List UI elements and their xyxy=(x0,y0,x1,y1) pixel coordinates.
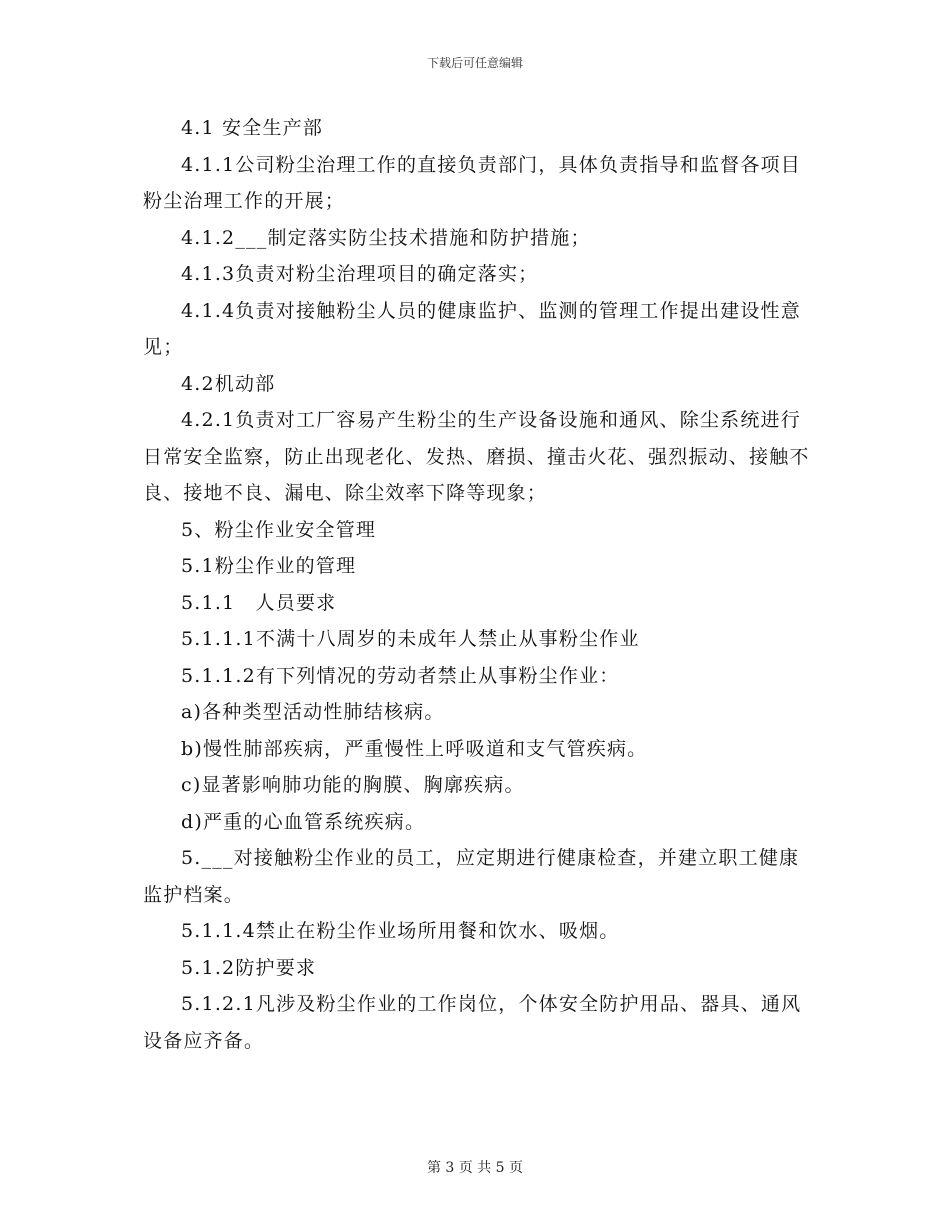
paragraph: 4.1.4负责对接触粉尘人员的健康监护、监测的管理工作提出建设性意见； xyxy=(143,299,801,358)
page-header: 下载后可任意编辑 xyxy=(426,56,523,70)
paragraph: 5.___对接触粉尘作业的员工，应定期进行健康检查，并建立职工健康监护档案。 xyxy=(143,847,800,906)
section-heading: 5.1.1 人员要求 xyxy=(181,591,337,614)
section-heading: 5.1.2防护要求 xyxy=(181,956,317,979)
paragraph: 5.1.1.4禁止在粉尘作业场所用餐和饮水、吸烟。 xyxy=(181,920,620,942)
paragraph: 5.1.2.1凡涉及粉尘作业的工作岗位，个体安全防护用品、器具、通风设备应齐备。 xyxy=(143,993,802,1052)
list-item: d)严重的心血管系统疾病。 xyxy=(181,810,426,833)
list-item: b)慢性肺部疾病，严重慢性上呼吸道和支气管疾病。 xyxy=(181,737,648,760)
list-item: a)各种类型活动性肺结核病。 xyxy=(181,701,445,723)
paragraph: 5.1.1.2有下列情况的劳动者禁止从事粉尘作业： xyxy=(181,664,620,687)
section-heading: 5、粉尘作业安全管理 xyxy=(181,518,377,541)
section-heading: 4.1 安全生产部 xyxy=(181,117,324,139)
paragraph: 4.1.3负责对粉尘治理项目的确定落实； xyxy=(181,263,539,285)
paragraph: 5.1.1.1不满十八周岁的未成年人禁止从事粉尘作业 xyxy=(181,628,640,650)
section-heading: 4.2机动部 xyxy=(181,372,276,395)
paragraph: 4.1.2___制定落实防尘技术措施和防护措施； xyxy=(181,226,591,249)
page-number-footer: 第 3 页 共 5 页 xyxy=(426,1160,524,1176)
paragraph: 4.2.1负责对工厂容易产生粉尘的生产设备设施和通风、除尘系统进行日常安全监察，防止出现老化、发热、磨损、撞击火花、强烈振动、接触不良、接地不良、漏电、除尘效率下降等现象； xyxy=(143,409,810,504)
section-heading: 5.1粉尘作业的管理 xyxy=(181,555,357,577)
document-body xyxy=(143,110,813,1059)
paragraph: 4.1.1公司粉尘治理工作的直接负责部门，具体负责指导和监督各项目粉尘治理工作的开展； xyxy=(143,153,801,212)
list-item: c)显著影响肺功能的胸膜、胸廓疾病。 xyxy=(181,774,525,796)
